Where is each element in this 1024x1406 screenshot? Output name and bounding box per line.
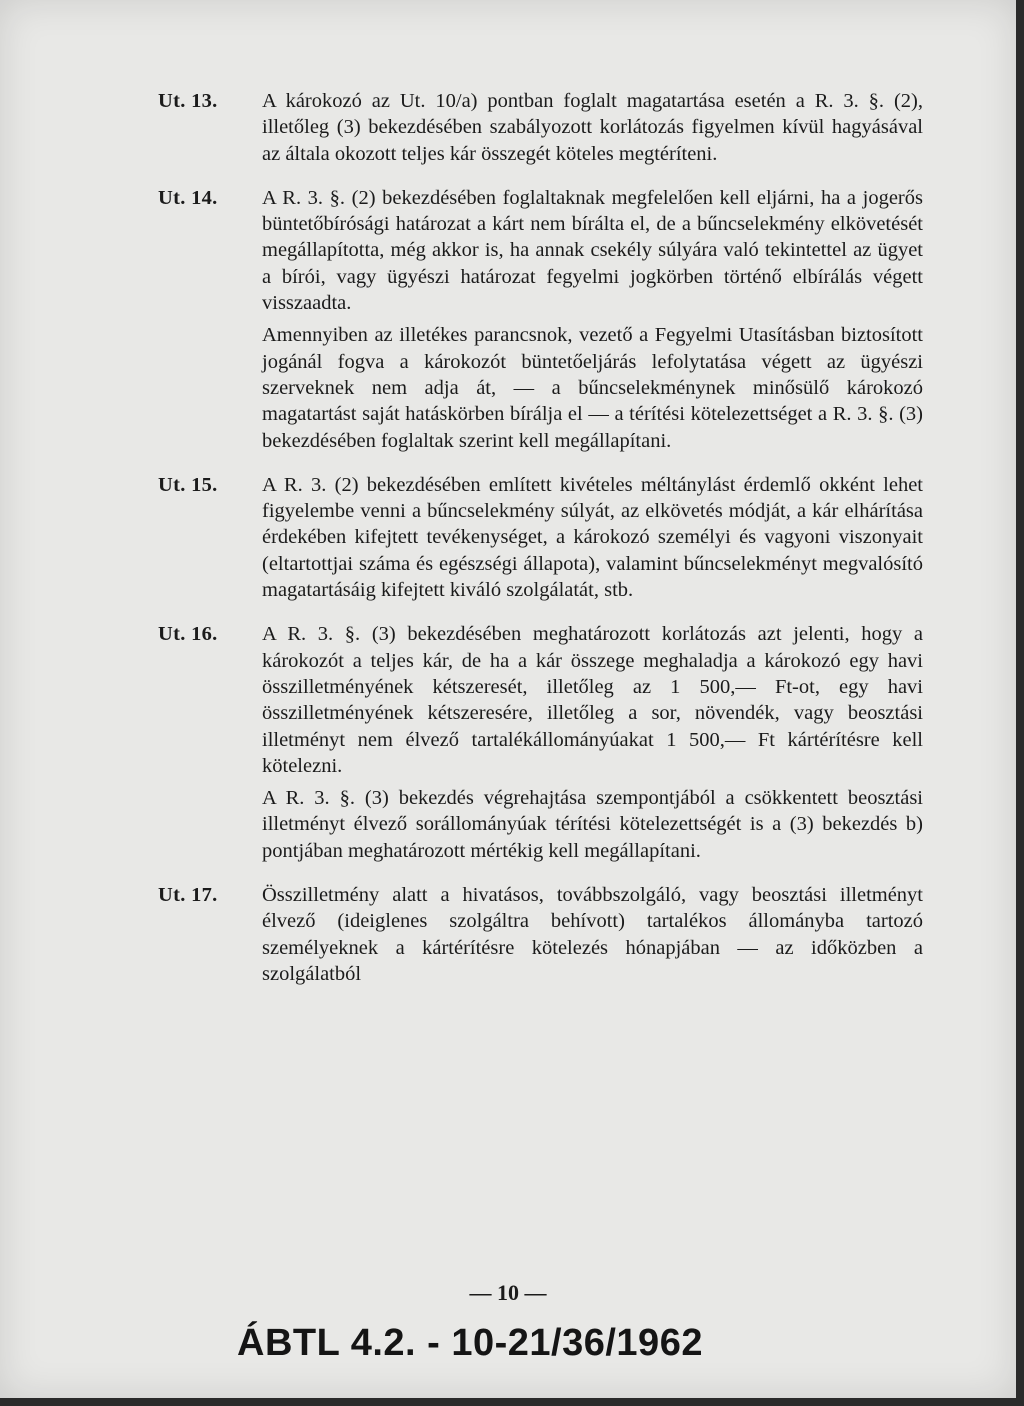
paragraph: A R. 3. §. (3) bekezdés végrehajtása szempontjából a csökkentett beosztási illetményt élvező sorállományúak térítési kötelezettségét is a (3) bekezdés b) pontjában meghatározott mértékig kell megállapítani. — [262, 787, 923, 862]
section-text — [262, 88, 923, 167]
section-label: Ut. 16. — [158, 623, 218, 646]
scan-edge-right — [1016, 0, 1024, 1406]
section-ut-17 — [158, 882, 923, 987]
page-number: — 10 — — [469, 1280, 547, 1305]
document-body — [158, 88, 923, 1005]
section-label: Ut. 14. — [158, 186, 218, 209]
section-ut-15 — [158, 472, 923, 603]
section-ut-16 — [158, 621, 923, 864]
section-label: Ut. 15. — [158, 473, 218, 496]
paragraph: A R. 3. §. (3) bekezdésében meghatározott korlátozás azt jelenti, hogy a károkozót a teljes kár, de ha a kár összege meghaladja a károkozó egy havi összilletményének kétszeresét, illetőleg az 1 500,— Ft-ot, egy havi összilletményének kétszeresére, illetőleg a sor, növendék, vagy beosztási illetményt nem élvező tartalékállományúakat 1 500,— Ft kártérítésre kell kötelezni. — [262, 623, 923, 777]
paragraph: A R. 3. §. (2) bekezdésében foglaltaknak megfelelően kell eljárni, ha a jogerős büntetőbírósági határozat a kárt nem bírálta el, de a bűncselekmény elkövetését megállapította, még akkor is, ha annak csekély súlyára való tekintettel az ügyet a bírói, vagy ügyészi határozat fegyelmi jogkörben történő elbírálás végett visszaadta. — [262, 186, 923, 315]
section-label: Ut. 17. — [158, 884, 218, 907]
section-ut-13 — [158, 88, 923, 167]
section-label: Ut. 13. — [158, 90, 218, 112]
paragraph: A R. 3. (2) bekezdésében említett kivételes méltánylást érdemlő okként lehet figyelembe venni a bűncselekmény súlyát, az elkövetés módját, a kár elhárítása érdekében kifejtett tevékenységet, a károkozó személyi és vagyoni viszonyait (eltartottjai száma és egészségi állapota), valamint bűncselekményt megvalósító magatartásáig kifejtett kiváló szolgálatát, stb. — [262, 473, 923, 602]
archive-reference-stamp: ÁBTL 4.2. - 10-21/36/1962 — [237, 1322, 703, 1364]
paragraph: Amennyiben az illetékes parancsnok, vezető a Fegyelmi Utasításban biztosított jogánál fogva a károkozót büntetőeljárás lefolytatása végett az ügyészi szerveknek nem adja át, — a bűncselekménynek minősülő károkozó magatartást saját hatáskörben bírálja el — a térítési kötelezettséget a R. 3. §. (3) bekezdésében foglaltak szerint kell megállapítani. — [262, 324, 923, 452]
paragraph: A károkozó az Ut. 10/a) pontban foglalt magatartása esetén a R. 3. §. (2), illetőleg (3) bekezdésében szabályozott korlátozás figyelmen kívül hagyásával az általa okozott teljes kár összegét köteles megtéríteni. — [262, 90, 923, 165]
section-text — [262, 472, 923, 603]
section-text — [262, 882, 923, 987]
paragraph: Összilletmény alatt a hivatásos, továbbszolgáló, vagy beosztási illetményt élvező (ideiglenes szolgáltra behívott) tartalékos állományba tartozó személyeknek a kártérítésre kötelezés hónapjában — az időközben a szolgálatból — [262, 884, 923, 985]
scan-edge-bottom — [0, 1398, 1024, 1406]
section-text — [262, 185, 923, 454]
section-ut-14 — [158, 185, 923, 454]
section-text — [262, 621, 923, 864]
